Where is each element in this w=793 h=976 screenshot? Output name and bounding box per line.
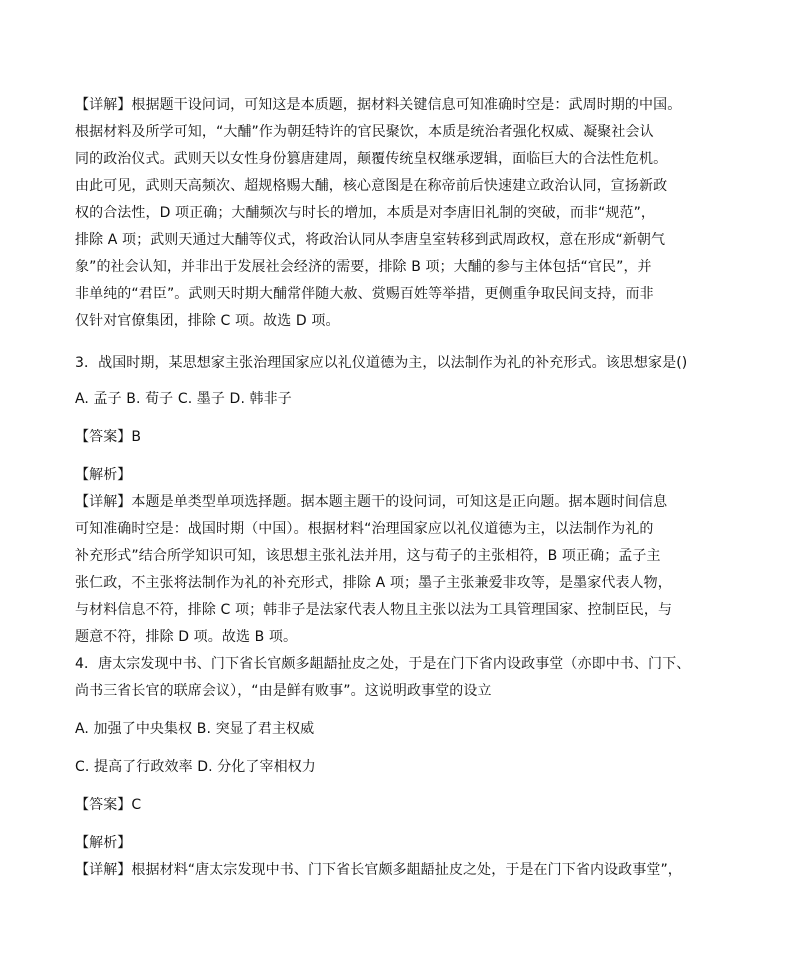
text-line: 题意不符，排除 D 项。故选 B 项。: [75, 629, 298, 645]
text-line: 根据材料及所学可知，“大酺”作为朝廷特许的官民聚饮，本质是统治者强化权威、凝聚社会认: [75, 124, 654, 140]
text-line: 非单纯的“君臣”。武则天时期大酺常伴随大赦、赏赐百姓等举措，更侧重争取民间支持，而非: [75, 286, 654, 302]
text-line: 仅针对官僚集团，排除 C 项。故选 D 项。: [75, 313, 340, 329]
question-3-analysis-label: 【解析】: [75, 467, 132, 483]
question-3-answer: 【答案】B: [75, 429, 142, 445]
text-line: 可知准确时空是：战国时期（中国）。根据材料“治理国家应以礼仪道德为主，以法制作为礼的: [75, 521, 654, 537]
question-3-options: A. 孟子 B. 荀子 C. 墨子 D. 韩非子: [75, 391, 292, 407]
question-4-answer: 【答案】C: [75, 797, 142, 813]
question-4-stem: 4．唐太宗发现中书、门下省长官颇多龃龉扯皮之处，于是在门下省内设政事堂（亦即中书、门下、: [75, 656, 691, 672]
question-4-analysis-label: 【解析】: [75, 835, 132, 851]
text-line: 权的合法性，D 项正确；大酺频次与时长的增加，本质是对李唐旧礼制的突破，而非“规范”，: [75, 205, 656, 221]
text-line: 张仁政，不主张将法制作为礼的补充形式，排除 A 项；墨子主张兼爱非攻等，是墨家代表人物，: [75, 575, 672, 591]
text-line: 【详解】根据材料“唐太宗发现中书、门下省长官颇多龃龉扯皮之处，于是在门下省内设政事堂”，: [75, 862, 682, 878]
question-4-options: C. 提高了行政效率 D. 分化了宰相权力: [75, 759, 316, 775]
text-line: 象”的社会认知，并非出于发展社会经济的需要，排除 B 项；大酺的参与主体包括“官民”，并: [75, 259, 652, 275]
question-4-options: A. 加强了中央集权 B. 突显了君主权威: [75, 721, 315, 737]
text-line: 排除 A 项；武则天通过大酺等仪式，将政治认同从李唐皇室转移到武周政权，意在形成“新朝气: [75, 232, 666, 248]
text-line: 补充形式”结合所学知识可知，该思想主张礼法并用，这与荀子的主张相符，B 项正确；孟子主: [75, 548, 661, 564]
text-line: 同的政治仪式。武则天以女性身份篡唐建周，颠覆传统皇权继承逻辑，面临巨大的合法性危机。: [75, 151, 668, 167]
question-3-stem: 3．战国时期，某思想家主张治理国家应以礼仪道德为主，以法制作为礼的补充形式。该思想家是(): [75, 355, 688, 371]
text-line: 【详解】根据题干设问词，可知这是本质题，据材料关键信息可知准确时空是：武周时期的中国。: [75, 97, 682, 113]
text-line: 由此可见，武则天高频次、超规格赐大酺，核心意图是在称帝前后快速建立政治认同，宣扬新政: [75, 178, 668, 194]
text-line: 与材料信息不符，排除 C 项；韩非子是法家代表人物且主张以法为工具管理国家、控制臣民，与: [75, 602, 673, 618]
question-4-stem: 尚书三省长官的联席会议），“由是鲜有败事”。这说明政事堂的设立: [75, 683, 492, 699]
text-line: 【详解】本题是单类型单项选择题。据本题主题干的设问词，可知这是正向题。据本题时间信息: [75, 494, 668, 510]
